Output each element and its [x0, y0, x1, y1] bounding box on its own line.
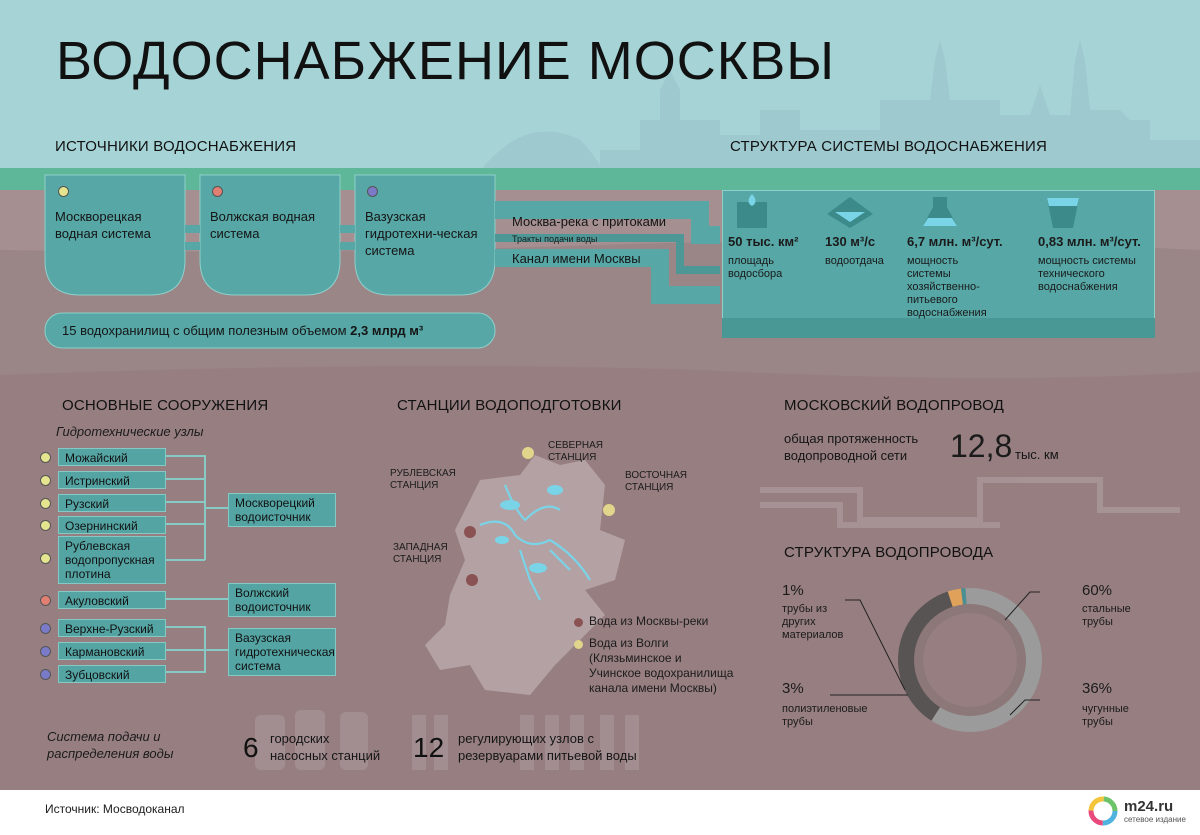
slice-steel-value: 60%	[1082, 582, 1113, 599]
group-volzhsky: Волжский водоисточник	[228, 583, 336, 617]
group-vazuza: Вазузская гидротехническая система	[228, 628, 336, 676]
supply-label: Система подачи и распределения воды	[47, 729, 174, 761]
volga-system-dot	[212, 186, 223, 197]
footer-source: Источник: Мосводоканал	[45, 802, 185, 816]
node-dot-ozerninsky	[40, 520, 51, 531]
structure-label-drinking: мощность системы хозяйственно-питьевого водоснабжения	[907, 255, 987, 319]
slice-iron-value: 36%	[1082, 680, 1113, 697]
canal-label: Канал имени Москвы	[512, 251, 641, 266]
structure-label-technical: мощность системы технического водоснабжения	[1038, 255, 1136, 293]
slice-plastic-value: 3%	[782, 680, 804, 697]
page-title: ВОДОСНАБЖЕНИЕ МОСКВЫ	[56, 31, 836, 91]
structure-value-yield: 130 м³/с	[825, 234, 876, 249]
group-moskvoretsky: Москворецкий водоисточник	[228, 493, 336, 527]
node-rublevskaya: Рублевская водопропускная плотина	[58, 536, 166, 584]
reservoirs-text	[62, 322, 423, 339]
pipe-structure-heading: СТРУКТУРА ВОДОПРОВОДА	[784, 544, 994, 561]
pump-count: 6	[243, 732, 259, 763]
node-dot-istrinsky	[40, 475, 51, 486]
station-west: ЗАПАДНАЯ СТАНЦИЯ	[393, 542, 448, 565]
pump-label: городских насосных станций	[270, 731, 381, 763]
node-dot-akulovsky	[40, 595, 51, 606]
vazuza-dot	[367, 186, 378, 197]
reg-count: 12	[413, 732, 445, 763]
pipeline-length-unit: тыс. км	[1015, 447, 1059, 462]
river-label: Москва-река с притоками	[512, 214, 667, 229]
reservoirs-prefix: 15 водохранилищ с общим полезным объемом	[62, 323, 347, 338]
node-zubtsovsky: Зубцовский	[58, 665, 166, 683]
station-east: ВОСТОЧНАЯ СТАНЦИЯ	[625, 470, 688, 493]
sources-heading: ИСТОЧНИКИ ВОДОСНАБЖЕНИЯ	[55, 138, 297, 155]
facilities-heading: ОСНОВНЫЕ СООРУЖЕНИЯ	[62, 397, 269, 414]
node-dot-ruzsky	[40, 498, 51, 509]
node-ruzsky: Рузский	[58, 494, 166, 512]
moskvoretskaya-dot	[58, 186, 69, 197]
footer-brand[interactable]: m24.ru	[1124, 798, 1174, 815]
node-ozerninsky: Озернинский	[58, 516, 166, 534]
legend-moscow-river: Вода из Москвы-реки	[589, 614, 709, 628]
stations-heading: СТАНЦИИ ВОДОПОДГОТОВКИ	[397, 397, 622, 414]
structure-value-technical: 0,83 млн. м³/сут.	[1038, 234, 1141, 249]
structure-heading: СТРУКТУРА СИСТЕМЫ ВОДОСНАБЖЕНИЯ	[730, 138, 1048, 155]
facilities-subheading: Гидротехнические узлы	[56, 424, 204, 439]
structure-label-area: площадь водосбора	[728, 255, 783, 280]
footer-brand-sub: сетевое издание	[1124, 815, 1186, 824]
station-rublevskaya: РУБЛЕВСКАЯ СТАНЦИЯ	[390, 468, 456, 491]
pipeline-length-value: 12,8	[950, 428, 1013, 464]
source-moskvoretskaya: Москворецкая водная система	[55, 209, 151, 241]
node-dot-mozhaisky	[40, 452, 51, 463]
node-istrinsky: Истринский	[58, 471, 166, 489]
slice-steel-name: стальные трубы	[1082, 603, 1131, 628]
source-volga: Волжская водная система	[210, 209, 315, 241]
structure-panel-base	[722, 318, 1155, 338]
structure-icons	[725, 192, 1155, 232]
node-verkhne-ruzsky: Верхне-Рузский	[58, 619, 166, 637]
structure-label-yield: водоотдача	[825, 255, 884, 267]
station-north: СЕВЕРНАЯ СТАНЦИЯ	[548, 440, 604, 463]
pipeline-heading: МОСКОВСКИЙ ВОДОПРОВОД	[784, 397, 1005, 414]
reg-label: регулирующих узлов с резервуарами питьевой воды	[458, 731, 637, 763]
legend-volga: Вода из Волги (Клязьминское и Учинское водохранилища канала имени Москвы)	[589, 636, 734, 695]
node-dot-verkhne-ruzsky	[40, 623, 51, 634]
structure-value-drinking: 6,7 млн. м³/сут.	[907, 234, 1003, 249]
slice-other-value: 1%	[782, 582, 804, 599]
legend-moscow-river-dot	[574, 618, 583, 627]
slice-other-name: трубы из других материалов	[782, 603, 844, 641]
node-dot-karmanovsky	[40, 646, 51, 657]
pipeline-length-label: общая протяженность водопроводной сети	[784, 431, 919, 463]
m24-logo-icon[interactable]	[1087, 795, 1119, 827]
reservoirs-value: 2,3 млрд м³	[350, 323, 424, 338]
node-akulovsky: Акуловский	[58, 591, 166, 609]
structure-value-area: 50 тыс. км²	[728, 234, 799, 249]
legend-volga-dot	[574, 640, 583, 649]
slice-iron-name: чугунные трубы	[1082, 703, 1129, 728]
node-karmanovsky: Кармановский	[58, 642, 166, 660]
node-mozhaisky: Можайский	[58, 448, 166, 466]
tracts-label: Тракты подачи воды	[512, 234, 598, 244]
slice-plastic-name: полиэтиленовые трубы	[782, 703, 868, 728]
node-dot-zubtsovsky	[40, 669, 51, 680]
source-vazuza: Вазузская гидротехни-ческая система	[365, 209, 478, 258]
node-dot-rublevskaya	[40, 553, 51, 564]
